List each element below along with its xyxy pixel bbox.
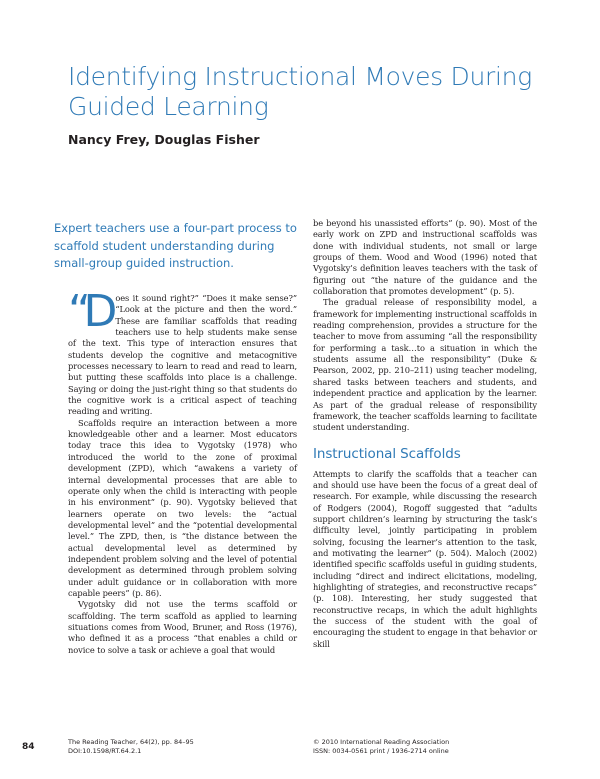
intro-paragraph-text: oes it sound right?” “Does it make sense?” “Look at the picture and then the word.” These are familiar scaffolds that reading teachers use to help students make sense of the text. This type of interaction ensures that students develop the cognitive and metacognitive processes necessary to learn to read and read to learn, but putting these scaffolds into place is a challenge. Saying or doing the just-right thing so that students do the cognitive work is a critical aspect of teaching reading and writing. [68,293,297,417]
body-paragraph: be beyond his unassisted efforts” (p. 90). Most of the early work on ZPD and instructional scaffolds was done with individual students, not small or large groups of them. Wood and Wood (1996) noted that Vygotsky’s definition leaves teachers with the task of figuring out “the nature of the guidance and the collaboration that promotes development” (p. 5). [313,218,537,297]
footer-citation [68,738,194,756]
section-heading: Instructional Scaffolds [313,445,461,462]
article-authors: Nancy Frey, Douglas Fisher [68,132,260,147]
body-paragraph: Scaffolds require an interaction between a more knowledgeable other and a learner. Most educators today trace this idea to Vygotsky (1978) who introduced the world to the zone of proximal development (ZPD), which “awakens a variety of internal developmental processes that are able to operate only when the child is interacting with people in his environment” (p. 90). Vygotsky believed that learners operate on two levels: the “actual developmental level” and the “potential developmental level.” The ZPD, then, is “the distance between the actual developmental level as determined by independent problem solving and the level of potential development as determined through problem solving under adult guidance or in collaboration with more capable peers” (p. 86). [68,417,297,598]
article-title: Identifying Instructional Moves During Guided Learning [68,62,532,121]
right-column [313,218,537,650]
doi: DOI:10.1598/RT.64.2.1 [68,747,142,755]
page-number: 84 [22,742,35,752]
journal-citation: The Reading Teacher, 64(2), pp. 84–95 [68,738,194,746]
body-paragraph: Attempts to clarify the scaffolds that a teacher can and should use have been the focus of a great deal of research. For example, while discussing the research of Rodgers (2004), Rogoff suggested that “adults support children’s learning by structuring the task’s difficulty level, jointly participating in problem solving, focusing the learner’s attention to the task, and motivating the learner” (p. 504). Maloch (2002) identified specific scaffolds useful in guiding students, including “direct and indirect elicitations, modeling, highlighting of strategies, and reconstructive recaps” (p. 108). Interesting, her study suggested that reconstructive recaps, in which the adult highlights the success of the student with the goal of encouraging the student to engage in that behavior or skill [313,468,537,649]
copyright-notice: © 2010 International Reading Association [313,738,450,746]
intro-paragraph [68,286,297,418]
body-paragraph: Vygotsky did not use the terms scaffold or scaffolding. The term scaffold as applied to learning situations comes from Wood, Bruner, and Ross (1976), who defined it as a process “that enables a child or novice to solve a task or achieve a goal that would [68,599,297,655]
drop-cap: “D [68,286,112,337]
body-paragraph: The gradual release of responsibility model, a framework for implementing instructional scaffolds in reading comprehension, provides a structure for the teacher to move from assuming “all the responsibility for performing a task…to a situation in which the students assume all the responsibility” (Duke & Pearson, 2002, pp. 210–211) using teacher modeling, shared tasks between teachers and students, and independent practice and application by the learner. As part of the gradual release of responsibility framework, the teacher scaffolds learning to facilitate student understanding. [313,297,537,433]
left-column [68,286,297,656]
issn: ISSN: 0034-0561 print / 1936-2714 online [313,747,449,755]
article-abstract: Expert teachers use a four-part process to scaffold student understanding during small-group guided instruction. [54,221,297,270]
footer-copyright [313,738,449,756]
